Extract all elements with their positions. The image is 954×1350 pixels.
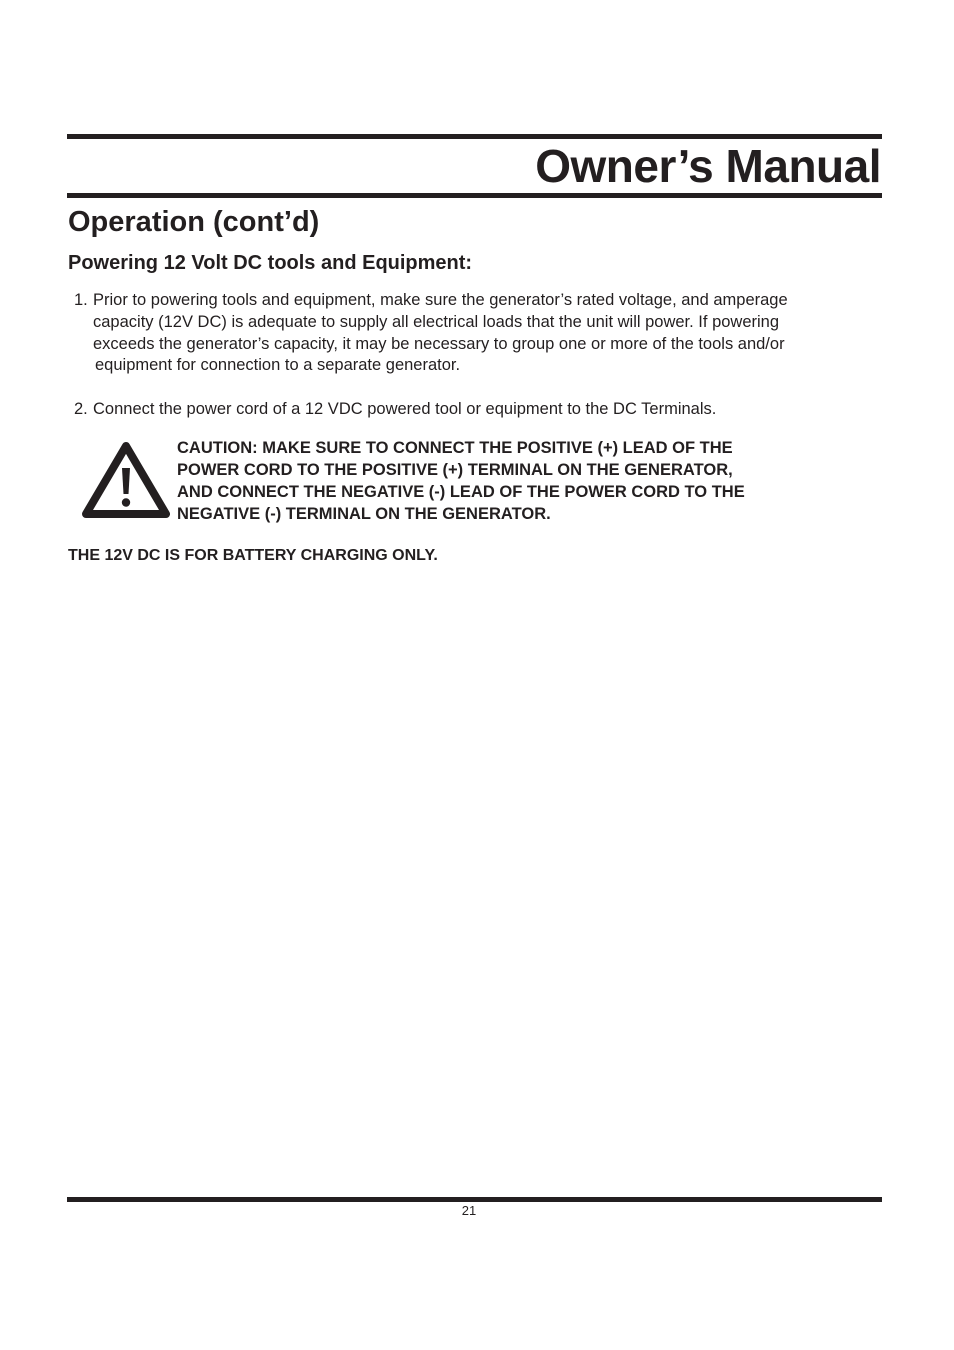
caution-line: NEGATIVE (-) TERMINAL ON THE GENERATOR. <box>177 505 551 523</box>
caution-line: CAUTION: MAKE SURE TO CONNECT THE POSITIVE (+) LEAD OF THE <box>177 439 733 457</box>
step-1 <box>74 290 889 377</box>
step-text-line: exceeds the generator’s capacity, it may be necessary to group one or more of the tools and/or <box>93 334 785 353</box>
header-bottom-rule <box>67 193 882 198</box>
step-number: 1. <box>74 291 88 309</box>
step-text-line: Connect the power cord of a 12 VDC powered tool or equipment to the DC Terminals. <box>93 400 717 418</box>
header-top-rule <box>67 134 882 139</box>
page-number: 21 <box>461 1203 477 1218</box>
footer-rule <box>67 1197 882 1202</box>
caution-line: AND CONNECT THE NEGATIVE (-) LEAD OF THE POWER CORD TO THE <box>177 483 745 501</box>
step-text-line: Prior to powering tools and equipment, make sure the generator’s rated voltage, and amperage <box>93 291 788 309</box>
step-number: 2. <box>74 400 88 418</box>
step-2 <box>74 399 889 421</box>
caution-line: POWER CORD TO THE POSITIVE (+) TERMINAL ON THE GENERATOR, <box>177 461 733 479</box>
step-text-line: capacity (12V DC) is adequate to supply all electrical loads that the unit will power. If powering <box>93 312 780 331</box>
step-text-line: equipment for connection to a separate generator. <box>95 356 461 375</box>
warning-triangle-icon <box>82 440 170 520</box>
section-subtitle: Powering 12 Volt DC tools and Equipment: <box>68 252 473 274</box>
section-title: Operation (cont’d) <box>68 206 320 238</box>
caution-warning <box>177 437 877 525</box>
page-title: Owner’s Manual <box>535 140 881 192</box>
battery-charging-note: THE 12V DC IS FOR BATTERY CHARGING ONLY. <box>68 547 438 564</box>
